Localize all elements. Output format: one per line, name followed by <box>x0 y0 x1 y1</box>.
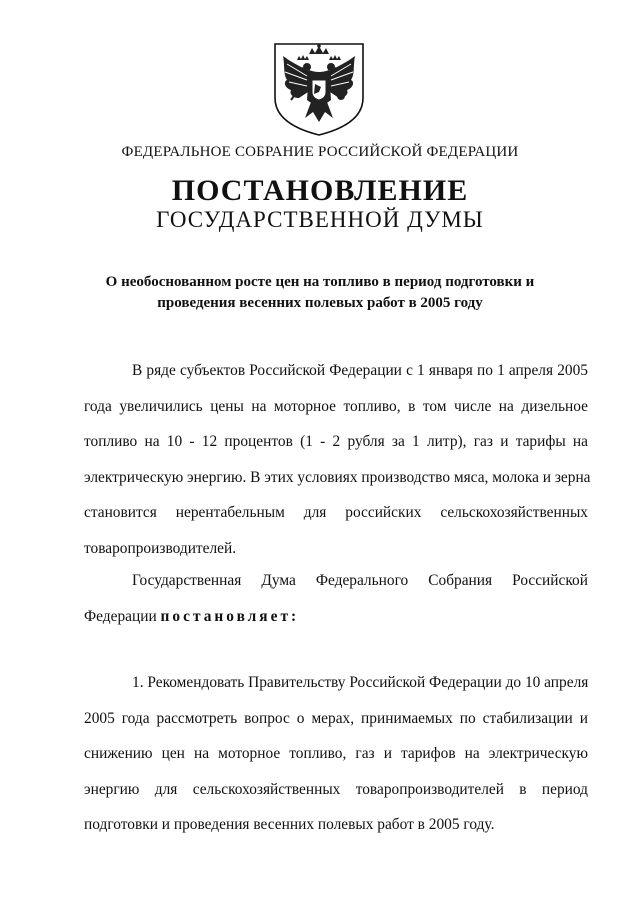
paragraph-line: топливо на 10 - 12 процентов (1 - 2 рубля за 1 литр), газ и тарифы на <box>84 433 588 450</box>
paragraph-line: снижению цен на моторное топливо, газ и тарифов на электрическую <box>84 745 588 762</box>
paragraph-line: товаропроизводителей. <box>84 539 237 557</box>
paragraph-line: года увеличились цены на моторное топливо, в том числе на дизельное <box>84 397 588 415</box>
subject-line: О необоснованном росте цен на топливо в период подготовки и <box>105 274 535 290</box>
paragraph-line: энергию для сельскохозяйственных товаропроизводителей в период <box>84 780 588 798</box>
paragraph-line: электрическую энергию. В этих условиях производство мяса, молока и зерна <box>84 468 591 486</box>
paragraph-text: Федерации <box>84 607 157 625</box>
paragraph-line: Государственная Дума Федерального Собрания Российской <box>132 572 588 589</box>
paragraph-line: подготовки и проведения весенних полевых работ в 2005 году. <box>84 816 495 833</box>
coat-of-arms-icon <box>269 40 369 138</box>
paragraph-line: В ряде субъектов Российской Федерации с 1 января по 1 апреля 2005 <box>132 362 588 379</box>
paragraph-line: становится нерентабельным для российских сельскохозяйственных <box>84 504 588 521</box>
paragraph-3 <box>84 665 588 843</box>
document-subject <box>90 272 550 314</box>
paragraph-2 <box>84 563 588 634</box>
paragraph-line: 1. Рекомендовать Правительству Российской Федерации до 10 апреля <box>132 674 589 691</box>
paragraph-line <box>84 599 588 635</box>
organization-name: ФЕДЕРАЛЬНОЕ СОБРАНИЕ РОССИЙСКОЙ ФЕДЕРАЦИИ <box>121 144 519 160</box>
document-type: ПОСТАНОВЛЕНИЕ <box>171 174 469 207</box>
document-issuer: ГОСУДАРСТВЕННОЙ ДУМЫ <box>156 207 484 232</box>
paragraph-1 <box>84 353 591 566</box>
paragraph-line: 2005 года рассмотреть вопрос о мерах, принимаемых по стабилизации и <box>84 709 588 727</box>
subject-line: проведения весенних полевых работ в 2005 году <box>157 295 483 311</box>
resolution-verb: постановляет: <box>160 607 300 625</box>
